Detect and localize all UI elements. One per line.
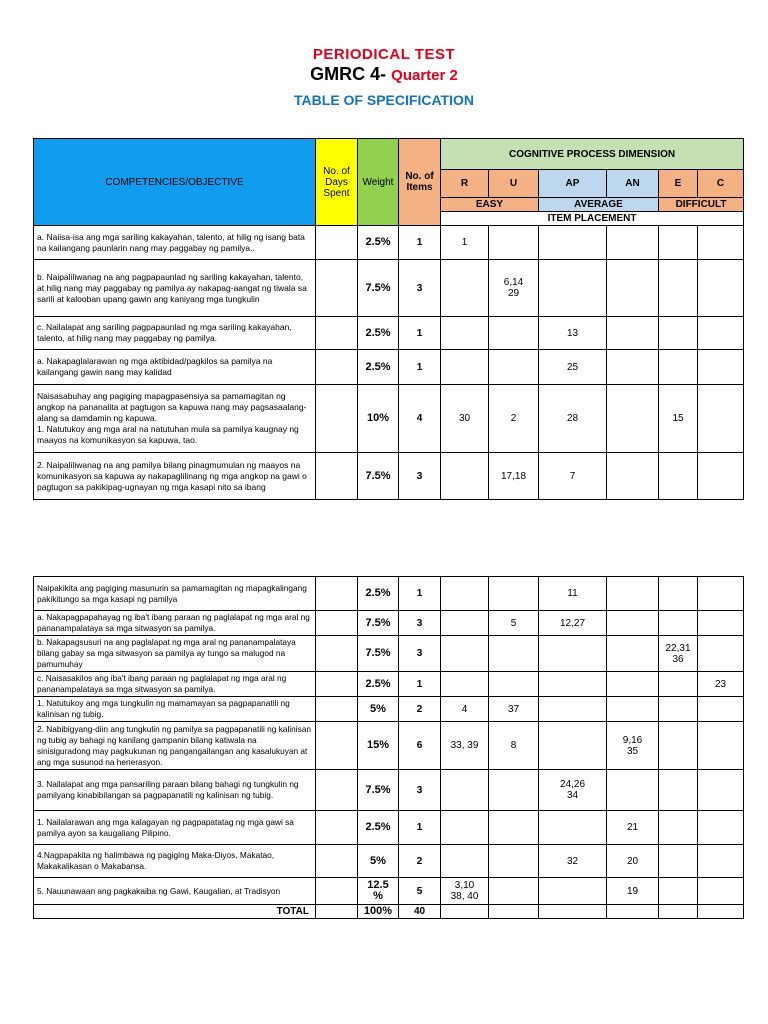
- u-cell: 17,18: [489, 453, 539, 500]
- header-no-of-items: No. of Items: [399, 139, 441, 226]
- header-difficult: DIFFICULT: [659, 198, 744, 212]
- competency-row: [34, 226, 744, 260]
- total-weight: 100%: [358, 905, 399, 919]
- competency-text: a. Nakapaglalarawan ng mga aktibidad/pagkilos sa pamilya na kailangang gawin nang may kalidad: [34, 350, 316, 385]
- e-cell: [659, 577, 698, 611]
- days-cell: [316, 878, 358, 905]
- c-cell: [698, 577, 744, 611]
- days-cell: [316, 385, 358, 453]
- r-cell: [441, 611, 489, 636]
- competency-row: [34, 350, 744, 385]
- an-cell: [607, 385, 659, 453]
- title-subject-main: GMRC 4-: [310, 64, 387, 84]
- weight-cell: 15%: [358, 722, 399, 770]
- r-cell: [441, 770, 489, 811]
- u-cell: 8: [489, 722, 539, 770]
- u-cell: 5: [489, 611, 539, 636]
- header-item-placement: ITEM PLACEMENT: [441, 212, 744, 226]
- items-cell: 1: [399, 317, 441, 350]
- e-cell: [659, 350, 698, 385]
- ap-cell: [539, 636, 607, 672]
- header-days-spent: No. of Days Spent: [316, 139, 358, 226]
- an-cell: [607, 350, 659, 385]
- competency-row: [34, 636, 744, 672]
- weight-cell: 12.5 %: [358, 878, 399, 905]
- items-cell: 1: [399, 672, 441, 697]
- u-cell: [489, 577, 539, 611]
- e-cell: [659, 317, 698, 350]
- items-cell: 3: [399, 260, 441, 317]
- an-cell: [607, 770, 659, 811]
- an-cell: [607, 453, 659, 500]
- competency-row: [34, 845, 744, 878]
- days-cell: [316, 453, 358, 500]
- c-cell: [698, 317, 744, 350]
- u-cell: [489, 811, 539, 845]
- ap-cell: [539, 878, 607, 905]
- an-cell: 19: [607, 878, 659, 905]
- header-c: C: [698, 170, 744, 198]
- days-cell: [316, 317, 358, 350]
- competency-row: [34, 697, 744, 722]
- days-cell: [316, 350, 358, 385]
- header-cognitive-dimension: COGNITIVE PROCESS DIMENSION: [441, 139, 744, 170]
- items-cell: 3: [399, 770, 441, 811]
- items-cell: 3: [399, 611, 441, 636]
- u-cell: 37: [489, 697, 539, 722]
- ap-cell: [539, 722, 607, 770]
- weight-cell: 2.5%: [358, 577, 399, 611]
- e-cell: [659, 226, 698, 260]
- weight-cell: 7.5%: [358, 453, 399, 500]
- u-cell: [489, 350, 539, 385]
- r-cell: 33, 39: [441, 722, 489, 770]
- r-cell: [441, 845, 489, 878]
- c-cell: 23: [698, 672, 744, 697]
- header-an: AN: [607, 170, 659, 198]
- items-cell: 1: [399, 577, 441, 611]
- r-cell: [441, 317, 489, 350]
- days-cell: [316, 770, 358, 811]
- ap-cell: 25: [539, 350, 607, 385]
- e-cell: [659, 260, 698, 317]
- ap-cell: 32: [539, 845, 607, 878]
- total-row: [34, 905, 744, 919]
- competency-row: [34, 811, 744, 845]
- items-cell: 6: [399, 722, 441, 770]
- competency-row: [34, 770, 744, 811]
- e-cell: [659, 697, 698, 722]
- specification-table-2: [33, 576, 744, 919]
- items-cell: 5: [399, 878, 441, 905]
- days-cell: [316, 697, 358, 722]
- days-cell: [316, 845, 358, 878]
- c-cell: [698, 636, 744, 672]
- ap-cell: [539, 226, 607, 260]
- total-r: [441, 905, 489, 919]
- items-cell: 1: [399, 811, 441, 845]
- u-cell: [489, 845, 539, 878]
- ap-cell: 11: [539, 577, 607, 611]
- r-cell: [441, 672, 489, 697]
- items-cell: 3: [399, 453, 441, 500]
- u-cell: [489, 672, 539, 697]
- competency-text: a. Naiisa-isa ang mga sariling kakayahan, talento, at hilig ng isang bata na kailangang paunlarin nang may paggabay ng pamilya..: [34, 226, 316, 260]
- c-cell: [698, 453, 744, 500]
- competency-text: b. Nakapagsusuri na ang paglalapat ng mga aral ng pananampalataya bilang gabay sa mga sitwasyon sa pamilya ay tungo sa malugod na pamumuhay: [34, 636, 316, 672]
- total-u: [489, 905, 539, 919]
- competency-row: [34, 577, 744, 611]
- weight-cell: 5%: [358, 697, 399, 722]
- header-u: U: [489, 170, 539, 198]
- days-cell: [316, 722, 358, 770]
- days-cell: [316, 260, 358, 317]
- competency-text: Naisasabuhay ang pagiging mapagpasensiya sa pamamagitan ng angkop na pananalita at pagtugon sa kapuwa nang may pagsasaalang-alang sa damdamin ng kapuwa. 1. Natutukoy ang mga aral na natutuhan mula sa pamilya kaugnay ng maayos na komunikasyon sa kapuwa, tao.: [34, 385, 316, 453]
- weight-cell: 2.5%: [358, 811, 399, 845]
- ap-cell: 12,27: [539, 611, 607, 636]
- competency-text: 1. Nailalarawan ang mga kalagayan ng pagpapatatag ng mga gawi sa pamilya ayon sa kaugaliang Pilipino.: [34, 811, 316, 845]
- c-cell: [698, 350, 744, 385]
- c-cell: [698, 845, 744, 878]
- ap-cell: 7: [539, 453, 607, 500]
- an-cell: [607, 260, 659, 317]
- competency-row: [34, 317, 744, 350]
- u-cell: [489, 226, 539, 260]
- ap-cell: [539, 260, 607, 317]
- u-cell: 6,14 29: [489, 260, 539, 317]
- r-cell: [441, 811, 489, 845]
- e-cell: 22,31 36: [659, 636, 698, 672]
- ap-cell: [539, 672, 607, 697]
- an-cell: [607, 611, 659, 636]
- competency-row: [34, 260, 744, 317]
- competency-text: 2. Naipaliliwanag na ang pamilya bilang pinagmumulan ng maayos na komunikasyon sa kapuwa ay nakapaglilinang ng mga angkop na gawi o pagtugon sa pakikipag-ugnayan ng mga kasapi nito sa ibang: [34, 453, 316, 500]
- c-cell: [698, 260, 744, 317]
- weight-cell: 2.5%: [358, 350, 399, 385]
- r-cell: [441, 453, 489, 500]
- items-cell: 2: [399, 697, 441, 722]
- c-cell: [698, 811, 744, 845]
- weight-cell: 2.5%: [358, 672, 399, 697]
- r-cell: 1: [441, 226, 489, 260]
- u-cell: [489, 317, 539, 350]
- competency-text: 2. Nabibigyang-diin ang tungkulin ng pamilya sa pagpapanatili ng kalinisan ng tubig ay bahagi ng kanilang gampanin bilang katiwala na sinisiguradong may pagkukunan ng pangangailangan ang kasalukuyan at ang mga susunod na henerasyon.: [34, 722, 316, 770]
- competency-text: 1. Natutukoy ang mga tungkulin ng mamamayan sa pagpapanatili ng kalinisan ng tubig.: [34, 697, 316, 722]
- e-cell: [659, 770, 698, 811]
- competency-text: 4.Nagpapakita ng halimbawa ng pagiging Maka-Diyos, Makatao, Makakalikasan o Makabansa.: [34, 845, 316, 878]
- ap-cell: [539, 697, 607, 722]
- c-cell: [698, 770, 744, 811]
- r-cell: 30: [441, 385, 489, 453]
- c-cell: [698, 722, 744, 770]
- an-cell: 9,16 35: [607, 722, 659, 770]
- competency-text: 3. Nailalapat ang mga pansariling paraan bilang bahagi ng tungkulin ng pamilyang kinabibilangan sa pagpapanatili ng kalinisan ng tubig.: [34, 770, 316, 811]
- ap-cell: 24,26 34: [539, 770, 607, 811]
- weight-cell: 7.5%: [358, 770, 399, 811]
- an-cell: 21: [607, 811, 659, 845]
- items-cell: 2: [399, 845, 441, 878]
- weight-cell: 7.5%: [358, 260, 399, 317]
- e-cell: [659, 845, 698, 878]
- ap-cell: 13: [539, 317, 607, 350]
- competency-row: [34, 611, 744, 636]
- header-e: E: [659, 170, 698, 198]
- total-ap: [539, 905, 607, 919]
- u-cell: 2: [489, 385, 539, 453]
- weight-cell: 10%: [358, 385, 399, 453]
- r-cell: [441, 350, 489, 385]
- competency-text: c. Naisasakilos ang iba't ibang paraan ng paglalapat ng mga aral ng pananampalataya sa mga sitwasyon sa pamilya.: [34, 672, 316, 697]
- e-cell: [659, 611, 698, 636]
- e-cell: [659, 722, 698, 770]
- specification-table-1: [33, 138, 744, 500]
- competency-text: b. Naipaliliwanag na ang pagpapaunlad ng sariling kakayahan, talento, at hilig nang may paggabay ng pamilya ay nakapag-aangat ng tiwala sa sarili at kalooban upang gawin ang kaniyang mga tungkulin: [34, 260, 316, 317]
- an-cell: [607, 317, 659, 350]
- header-easy: EASY: [441, 198, 539, 212]
- title-block: [0, 46, 768, 108]
- competency-text: a. Nakapagpapahayag ng iba't ibang paraan ng paglalapat ng mga aral ng pananampalataya sa mga sitwasyon sa pamilya.: [34, 611, 316, 636]
- c-cell: [698, 611, 744, 636]
- e-cell: [659, 453, 698, 500]
- an-cell: [607, 672, 659, 697]
- e-cell: [659, 672, 698, 697]
- an-cell: [607, 226, 659, 260]
- r-cell: [441, 260, 489, 317]
- items-cell: 3: [399, 636, 441, 672]
- total-items: 40: [399, 905, 441, 919]
- u-cell: [489, 636, 539, 672]
- header-competencies: COMPETENCIES/OBJECTIVE: [34, 139, 316, 226]
- total-c: [698, 905, 744, 919]
- r-cell: 4: [441, 697, 489, 722]
- c-cell: [698, 697, 744, 722]
- u-cell: [489, 878, 539, 905]
- days-cell: [316, 811, 358, 845]
- r-cell: 3,10 38, 40: [441, 878, 489, 905]
- competency-row: [34, 672, 744, 697]
- total-e: [659, 905, 698, 919]
- c-cell: [698, 878, 744, 905]
- ap-cell: 28: [539, 385, 607, 453]
- weight-cell: 2.5%: [358, 226, 399, 260]
- items-cell: 1: [399, 350, 441, 385]
- days-cell: [316, 577, 358, 611]
- title-subject: [0, 64, 768, 90]
- e-cell: [659, 811, 698, 845]
- u-cell: [489, 770, 539, 811]
- header-weight: Weight: [358, 139, 399, 226]
- e-cell: [659, 878, 698, 905]
- competency-text: c. Nailalapat ang sariling pagpapaunlad ng mga sariling kakayahan, talento, at hilig nang may paggabay ng pamilya.: [34, 317, 316, 350]
- r-cell: [441, 577, 489, 611]
- e-cell: 15: [659, 385, 698, 453]
- items-cell: 1: [399, 226, 441, 260]
- title-periodical-test: PERIODICAL TEST: [312, 46, 456, 63]
- competency-row: [34, 385, 744, 453]
- total-days: [316, 905, 358, 919]
- competency-row: [34, 722, 744, 770]
- an-cell: [607, 697, 659, 722]
- c-cell: [698, 226, 744, 260]
- header-r: R: [441, 170, 489, 198]
- weight-cell: 7.5%: [358, 636, 399, 672]
- header-average: AVERAGE: [539, 198, 659, 212]
- total-an: [607, 905, 659, 919]
- competency-text: 5. Nauunawaan ang pagkakaiba ng Gawi, Kaugalian, at Tradisyon: [34, 878, 316, 905]
- total-label: TOTAL: [34, 905, 316, 919]
- an-cell: [607, 636, 659, 672]
- days-cell: [316, 226, 358, 260]
- header-ap: AP: [539, 170, 607, 198]
- ap-cell: [539, 811, 607, 845]
- items-cell: 4: [399, 385, 441, 453]
- competency-row: [34, 878, 744, 905]
- competency-row: [34, 453, 744, 500]
- weight-cell: 7.5%: [358, 611, 399, 636]
- days-cell: [316, 672, 358, 697]
- an-cell: 20: [607, 845, 659, 878]
- title-table-of-specification: TABLE OF SPECIFICATION: [294, 92, 474, 108]
- title-quarter: Quarter 2: [391, 67, 458, 84]
- r-cell: [441, 636, 489, 672]
- an-cell: [607, 577, 659, 611]
- competency-text: Naipakikita ang pagiging masunurin sa pamamagitan ng mapagkalingang pakikitungo sa mga kasapi ng pamilya: [34, 577, 316, 611]
- days-cell: [316, 611, 358, 636]
- c-cell: [698, 385, 744, 453]
- days-cell: [316, 636, 358, 672]
- weight-cell: 5%: [358, 845, 399, 878]
- weight-cell: 2.5%: [358, 317, 399, 350]
